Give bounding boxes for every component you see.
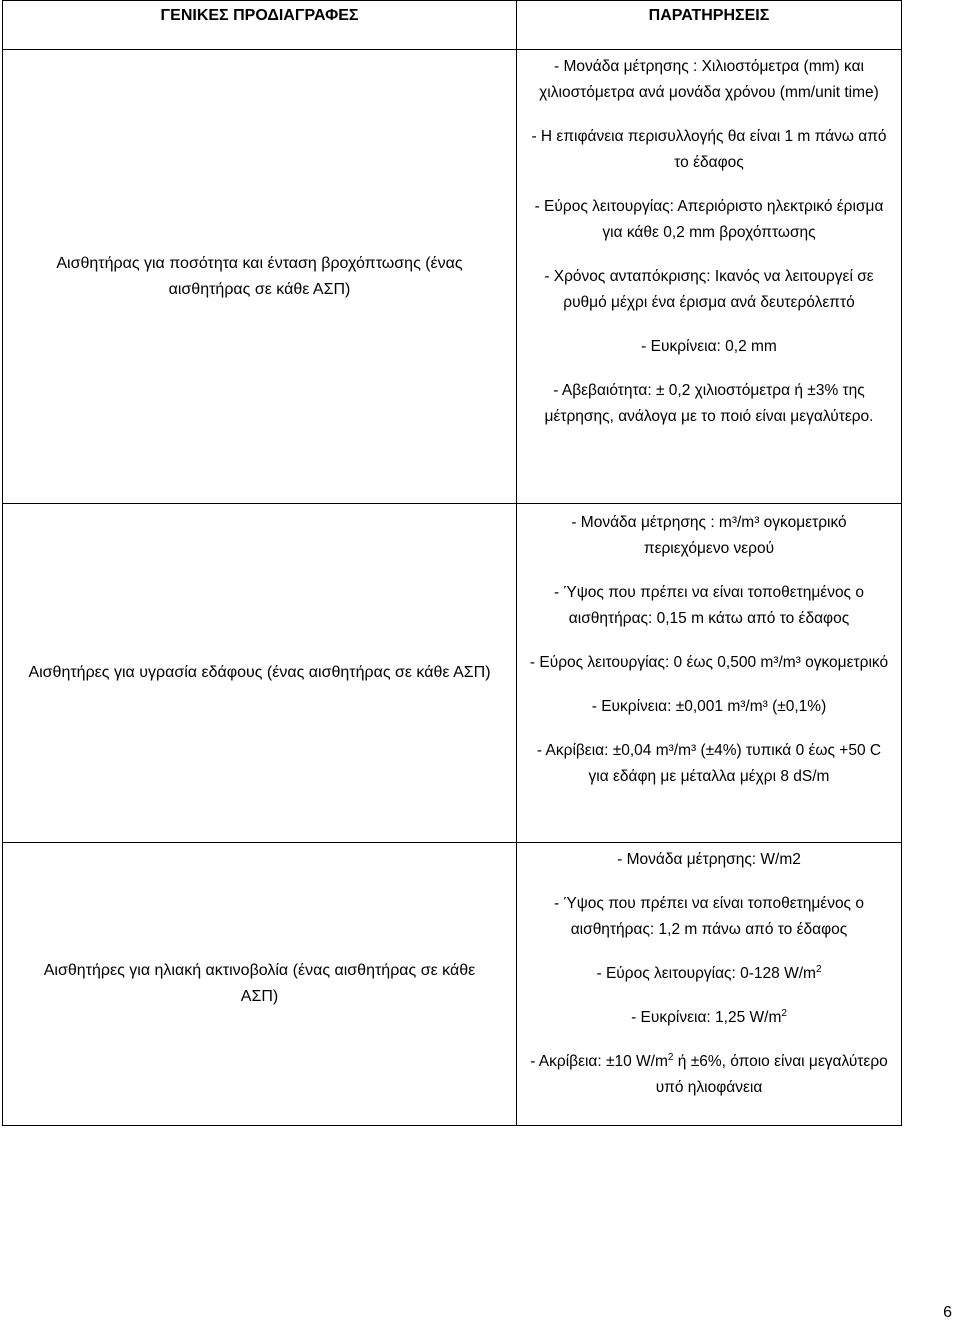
spec-rain-sensor: Αισθητήρας για ποσότητα και ένταση βροχόπτωσης (ένας αισθητήρας σε κάθε ΑΣΠ) [3, 50, 517, 504]
note-accuracy [529, 1049, 889, 1101]
note-item: - Εύρος λειτουργίας: 0 έως 0,500 m³/m³ ογκομετρικό [529, 654, 889, 671]
table-row [3, 843, 902, 1126]
spec-soil-moisture-sensor: Αισθητήρες για υγρασία εδάφους (ένας αισθητήρας σε κάθε ΑΣΠ) [3, 504, 517, 843]
note-range-text: - Εύρος λειτουργίας: 0-128 W/m [596, 965, 816, 982]
note-item: - Μονάδα μέτρησης: W/m2 [617, 851, 801, 868]
note-item: - Ευκρίνεια: 0,2 mm [641, 338, 777, 355]
note-item: - Χρόνος ανταπόκρισης: Ικανός να λειτουργεί σε ρυθμό μέχρι ένα έρισμα ανά δευτερόλεπτό [544, 268, 874, 311]
note-range-sup: 2 [815, 964, 822, 975]
note-range [529, 961, 889, 987]
note-item: - Ύψος που πρέπει να είναι τοποθετημένος ο αισθητήρας: 1,2 m πάνω από το έδαφος [554, 895, 864, 938]
table-row [3, 504, 902, 843]
note-item: - Ύψος που πρέπει να είναι τοποθετημένος ο αισθητήρας: 0,15 m κάτω από το έδαφος [554, 584, 864, 627]
note-item: - Η επιφάνεια περισυλλογής θα είναι 1 m πάνω από το έδαφος [531, 128, 887, 171]
note-accuracy-text-after: ή ±6%, όποιο είναι μεγαλύτερο υπό ηλιοφάνεια [655, 1053, 888, 1096]
note-resolution-text: - Ευκρίνεια: 1,25 W/m [631, 1009, 782, 1026]
note-resolution [529, 1005, 889, 1031]
note-item: - Μονάδα μέτρησης : m³/m³ ογκομετρικό περιεχόμενο νερού [571, 514, 847, 557]
specifications-table [2, 0, 902, 1126]
header-specs-label: ΓΕΝΙΚΕΣ ΠΡΟΔΙΑΓΡΑΦΕΣ [160, 7, 359, 24]
table-header-row [3, 1, 902, 50]
note-item: - Μονάδα μέτρησης : Χιλιοστόμετρα (mm) και χιλιοστόμετρα ανά μονάδα χρόνου (mm/unit time) [539, 58, 879, 101]
header-specs [3, 1, 517, 50]
note-item: - Εύρος λειτουργίας: Απεριόριστο ηλεκτρικό έρισμα για κάθε 0,2 mm βροχόπτωσης [534, 198, 884, 241]
note-accuracy-sup: 2 [667, 1052, 674, 1063]
note-accuracy-text: - Ακρίβεια: ±10 W/m [530, 1053, 668, 1070]
note-item: - Ευκρίνεια: ±0,001 m³/m³ (±0,1%) [591, 698, 827, 715]
notes-soil-moisture-sensor [517, 504, 902, 843]
spec-solar-radiation-sensor: Αισθητήρες για ηλιακή ακτινοβολία (ένας αισθητήρας σε κάθε ΑΣΠ) [3, 843, 517, 1126]
notes-rain-sensor [517, 50, 902, 504]
table-row [3, 50, 902, 504]
note-resolution-sup: 2 [781, 1008, 787, 1019]
header-remarks [517, 1, 902, 50]
page-number: 6 [943, 1304, 952, 1321]
header-remarks-label: ΠΑΡΑΤΗΡΗΣΕΙΣ [648, 7, 770, 24]
note-item: - Ακρίβεια: ±0,04 m³/m³ (±4%) τυπικά 0 έως +50 C για εδάφη με μέταλλα μέχρι 8 dS/m [536, 742, 882, 785]
notes-solar-radiation-sensor [517, 843, 902, 1126]
note-item: - Αβεβαιότητα: ± 0,2 χιλιοστόμετρα ή ±3% της μέτρησης, ανάλογα με το ποιό είναι μεγαλύτερο. [544, 382, 874, 425]
